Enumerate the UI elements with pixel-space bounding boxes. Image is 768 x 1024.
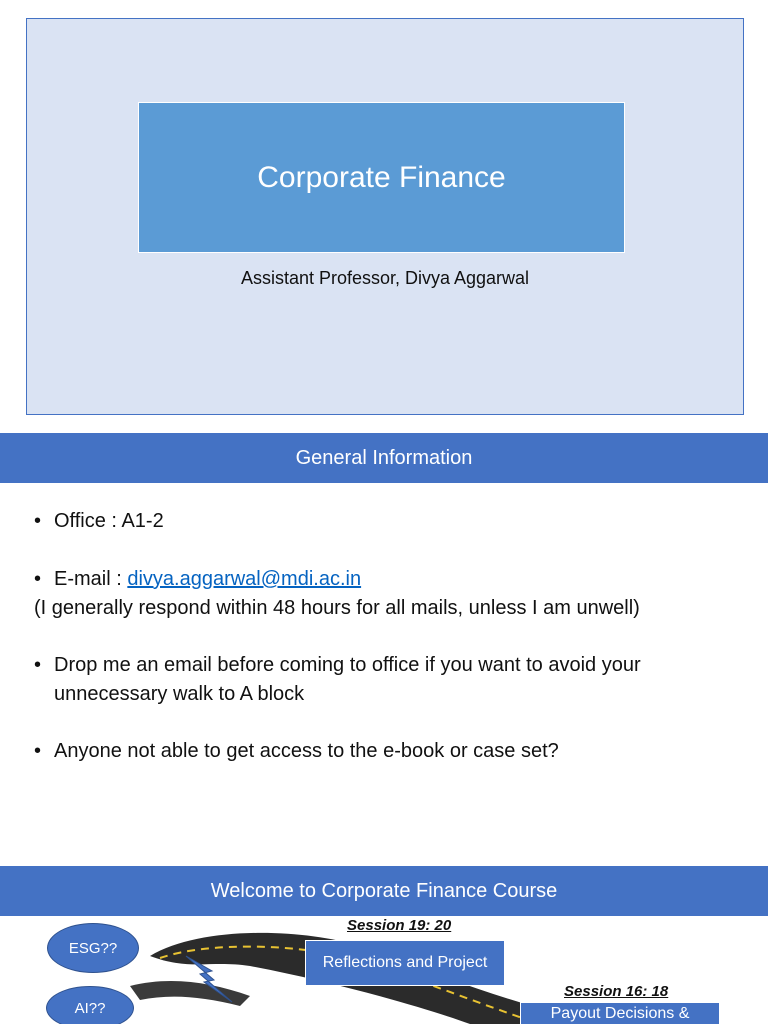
course-roadmap <box>0 916 768 1024</box>
ai-bubble: AI?? <box>46 986 134 1024</box>
welcome-header <box>0 866 768 916</box>
slide-subtitle: Assistant Professor, Divya Aggarwal <box>240 268 530 288</box>
bullet-icon: • <box>34 654 42 676</box>
access-question: Anyone not able to get access to the e-book or case set? <box>54 740 559 762</box>
title-box <box>138 102 625 253</box>
general-info-header <box>0 433 768 483</box>
bullet-icon: • <box>34 568 42 590</box>
session-16-18-box: Payout Decisions & <box>520 1002 720 1024</box>
office-line: Office : A1-2 <box>54 510 164 532</box>
bullet-icon: • <box>34 510 42 532</box>
slide-title: Corporate Finance <box>257 160 506 194</box>
general-info-body <box>0 483 768 866</box>
title-slide <box>26 18 744 415</box>
drop-email-line-1: Drop me an email before coming to office if you want to avoid your <box>54 654 641 676</box>
email-prefix: E-mail : <box>54 568 128 590</box>
session-16-18-label: Session 16: 18 <box>564 983 669 1000</box>
session-19-20-box: Reflections and Project <box>305 940 505 986</box>
esg-bubble: ESG?? <box>47 923 139 973</box>
email-note: (I generally respond within 48 hours for all mails, unless I am unwell) <box>34 597 640 619</box>
general-info-title: General Information <box>295 446 473 469</box>
email-link[interactable]: divya.aggarwal@mdi.ac.in <box>127 568 362 590</box>
session-19-20-label: Session 19: 20 <box>347 917 452 934</box>
drop-email-line-2: unnecessary walk to A block <box>54 683 305 705</box>
bullet-icon: • <box>34 740 42 762</box>
welcome-title: Welcome to Corporate Finance Course <box>210 879 558 902</box>
email-line <box>54 565 361 594</box>
